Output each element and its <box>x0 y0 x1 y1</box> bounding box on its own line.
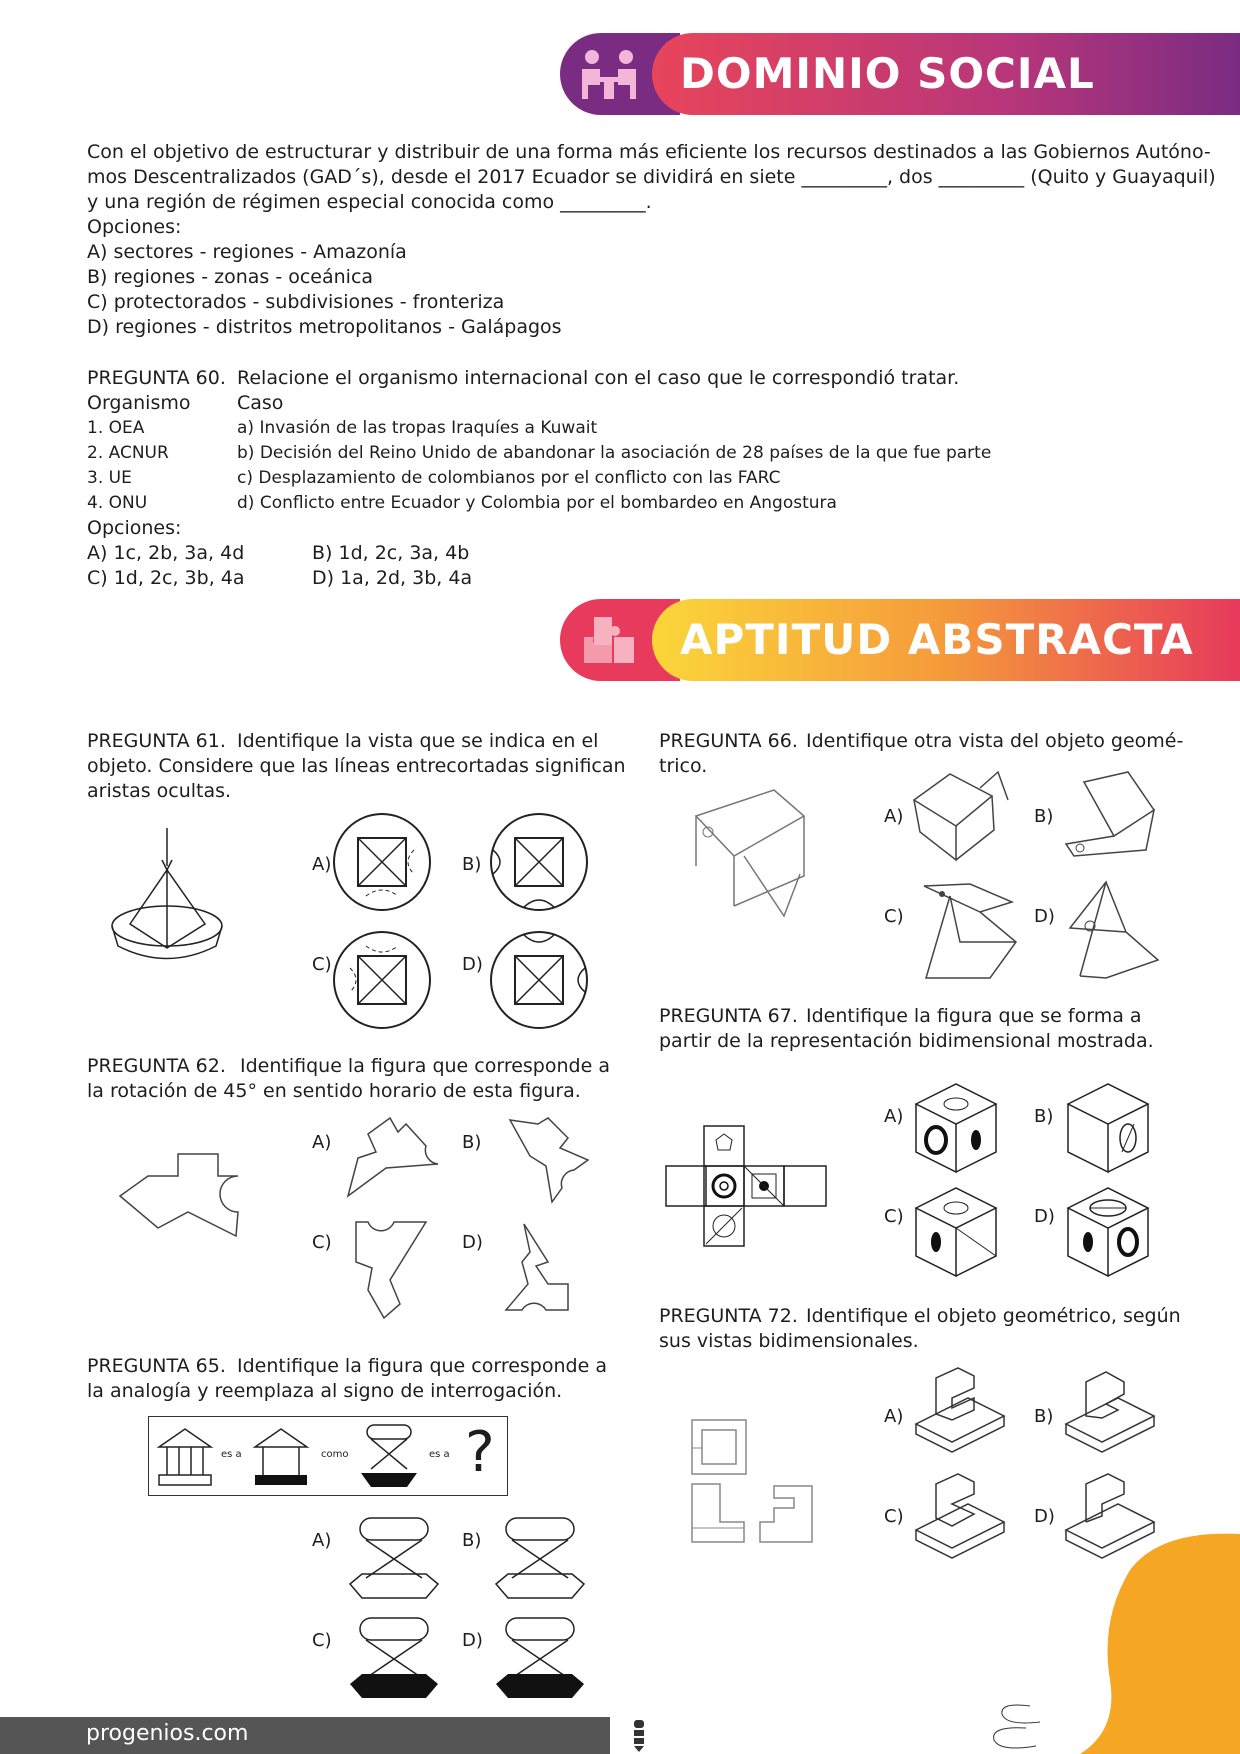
q62-option-c-figure[interactable] <box>354 1220 430 1320</box>
option-d: D) regiones - distritos metropolitanos - Galápagos <box>87 316 562 338</box>
q66-line-2: trico. <box>659 755 708 777</box>
q66-option-c-figure[interactable] <box>920 882 1020 982</box>
q72-label-d: D) <box>1034 1506 1055 1527</box>
intro-line-1: Con el objetivo de estructurar y distribuir de una forma más eficiente los recursos destinados a las Gobiernos Autóno- <box>87 141 1211 163</box>
q65-label-a: A) <box>312 1530 332 1551</box>
q60-option-a: A) 1c, 2b, 3a, 4d <box>87 542 245 564</box>
options-label: Opciones: <box>87 216 182 238</box>
q62-label-d: D) <box>462 1232 483 1253</box>
q65-option-d-figure[interactable] <box>494 1616 586 1702</box>
social-banner <box>560 33 1240 115</box>
q72-views-figure <box>690 1418 816 1544</box>
q72-option-b-figure[interactable] <box>1062 1364 1158 1460</box>
option-b: B) regiones - zonas - oceánica <box>87 266 374 288</box>
q60-text: Relacione el organismo internacional con el caso que le correspondió tratar. <box>237 367 960 389</box>
q66-option-d-figure[interactable] <box>1066 880 1162 980</box>
q65-analogy-box <box>148 1416 508 1496</box>
q60-org-4: 4. ONU <box>87 493 148 513</box>
q65-analogy-shape-3 <box>359 1423 419 1489</box>
q60-caso-b: b) Decisión del Reino Unido de abandonar la asociación de 28 países de la que fue parte <box>237 443 992 463</box>
q60-number: PREGUNTA 60. <box>87 367 226 389</box>
q66-object-figure <box>694 786 812 926</box>
q65-analogy-shape-2 <box>253 1425 309 1487</box>
q67-label-d: D) <box>1034 1206 1055 1227</box>
q72-line-2: sus vistas bidimensionales. <box>659 1330 919 1352</box>
q72-label-a: A) <box>884 1406 904 1427</box>
q65-como: como <box>321 1449 349 1460</box>
footer-stack-icon <box>630 1718 648 1754</box>
q62-label-b: B) <box>462 1132 482 1153</box>
q61-option-d-figure[interactable] <box>489 930 589 1030</box>
q60-option-c: C) 1d, 2c, 3b, 4a <box>87 567 245 589</box>
q61-label-a: A) <box>312 854 332 875</box>
intro-line-2: mos Descentralizados (GAD´s), desde el 2017 Ecuador se dividirá en siete _________, dos _________ (Quito y Guayaquil) <box>87 166 1216 188</box>
decorative-orange-blob <box>960 1530 1240 1754</box>
option-a: A) sectores - regiones - Amazonía <box>87 241 407 263</box>
q67-label-b: B) <box>1034 1106 1054 1127</box>
q62-option-b-figure[interactable] <box>508 1116 594 1206</box>
q60-caso-c: c) Desplazamiento de colombianos por el conflicto con las FARC <box>237 468 781 488</box>
q67-label-c: C) <box>884 1206 904 1227</box>
q66-label-b: B) <box>1034 806 1054 827</box>
q72-label-c: C) <box>884 1506 904 1527</box>
q61-option-a-figure[interactable] <box>332 812 432 912</box>
q65-option-a-figure[interactable] <box>348 1516 440 1602</box>
q62-option-d-figure[interactable] <box>504 1222 574 1312</box>
q65-question-mark: ? <box>465 1420 495 1485</box>
q66-number: PREGUNTA 66. <box>659 730 798 752</box>
q61-option-b-figure[interactable] <box>489 812 589 912</box>
q60-col-caso: Caso <box>237 392 284 414</box>
q72-number: PREGUNTA 72. <box>659 1305 798 1327</box>
q66-label-c: C) <box>884 906 904 927</box>
q62-line-1: Identifique la figura que corresponde a <box>240 1055 610 1077</box>
section-title-social: DOMINIO SOCIAL <box>680 49 1095 98</box>
q67-label-a: A) <box>884 1106 904 1127</box>
q61-label-c: C) <box>312 954 332 975</box>
q60-caso-d: d) Conflicto entre Ecuador y Colombia por el bombardeo en Angostura <box>237 493 837 513</box>
q60-org-3: 3. UE <box>87 468 132 488</box>
people-meeting-icon <box>574 47 644 101</box>
q61-line-1: Identifique la vista que se indica en el <box>237 730 599 752</box>
q61-object-figure <box>110 826 230 966</box>
q60-col-organismo: Organismo <box>87 392 191 414</box>
q65-option-b-figure[interactable] <box>494 1516 586 1602</box>
q61-label-b: B) <box>462 854 482 875</box>
q66-line-1: Identifique otra vista del objeto geomé- <box>806 730 1184 752</box>
q67-option-a-figure[interactable] <box>914 1082 1000 1174</box>
footer-site[interactable]: progenios.com <box>86 1721 249 1746</box>
section-title-abstracta: APTITUD ABSTRACTA <box>680 615 1194 664</box>
q67-cube-net-figure <box>664 1124 830 1250</box>
puzzle-icon <box>574 613 644 667</box>
q65-es-a-2: es a <box>429 1449 450 1460</box>
q62-label-c: C) <box>312 1232 332 1253</box>
q60-option-d: D) 1a, 2d, 3b, 4a <box>312 567 473 589</box>
q60-org-1: 1. OEA <box>87 418 145 438</box>
q72-line-1: Identifique el objeto geométrico, según <box>806 1305 1181 1327</box>
q66-label-d: D) <box>1034 906 1055 927</box>
q60-org-2: 2. ACNUR <box>87 443 169 463</box>
q65-line-1: Identifique la figura que corresponde a <box>237 1355 607 1377</box>
q61-line-3: aristas ocultas. <box>87 780 232 802</box>
q65-label-d: D) <box>462 1630 483 1651</box>
abstracta-banner <box>560 599 1240 681</box>
q60-caso-a: a) Invasión de las tropas Iraquíes a Kuwait <box>237 418 598 438</box>
q65-label-b: B) <box>462 1530 482 1551</box>
q65-analogy-shape-1 <box>157 1425 213 1487</box>
q65-option-c-figure[interactable] <box>348 1616 440 1702</box>
q62-option-a-figure[interactable] <box>346 1116 442 1202</box>
q62-line-2: la rotación de 45° en sentido horario de esta figura. <box>87 1080 581 1102</box>
intro-line-3: y una región de régimen especial conocida como _________. <box>87 191 652 213</box>
q61-option-c-figure[interactable] <box>332 930 432 1030</box>
footer-bar <box>0 1717 610 1754</box>
q65-es-a-1: es a <box>221 1449 242 1460</box>
q66-option-a-figure[interactable] <box>910 770 1010 864</box>
q61-line-2: objeto. Considere que las líneas entrecortadas significan <box>87 755 626 777</box>
q62-base-figure <box>118 1146 248 1246</box>
q65-label-c: C) <box>312 1630 332 1651</box>
q62-label-a: A) <box>312 1132 332 1153</box>
q60-option-b: B) 1d, 2c, 3a, 4b <box>312 542 470 564</box>
q60-options-label: Opciones: <box>87 517 182 539</box>
q66-label-a: A) <box>884 806 904 827</box>
q67-option-b-figure[interactable] <box>1066 1082 1152 1174</box>
q61-label-d: D) <box>462 954 483 975</box>
q66-option-b-figure[interactable] <box>1064 770 1160 860</box>
q65-line-2: la analogía y reemplaza al signo de interrogación. <box>87 1380 563 1402</box>
q61-number: PREGUNTA 61. <box>87 730 226 752</box>
q72-label-b: B) <box>1034 1406 1054 1427</box>
q67-line-2: partir de la representación bidimensional mostrada. <box>659 1030 1154 1052</box>
q65-number: PREGUNTA 65. <box>87 1355 226 1377</box>
q72-option-a-figure[interactable] <box>912 1364 1008 1460</box>
q67-option-d-figure[interactable] <box>1066 1186 1152 1278</box>
q67-option-c-figure[interactable] <box>914 1186 1000 1278</box>
q62-number: PREGUNTA 62. <box>87 1055 226 1077</box>
q67-line-1: Identifique la figura que se forma a <box>806 1005 1142 1027</box>
q67-number: PREGUNTA 67. <box>659 1005 798 1027</box>
option-c: C) protectorados - subdivisiones - fronteriza <box>87 291 505 313</box>
